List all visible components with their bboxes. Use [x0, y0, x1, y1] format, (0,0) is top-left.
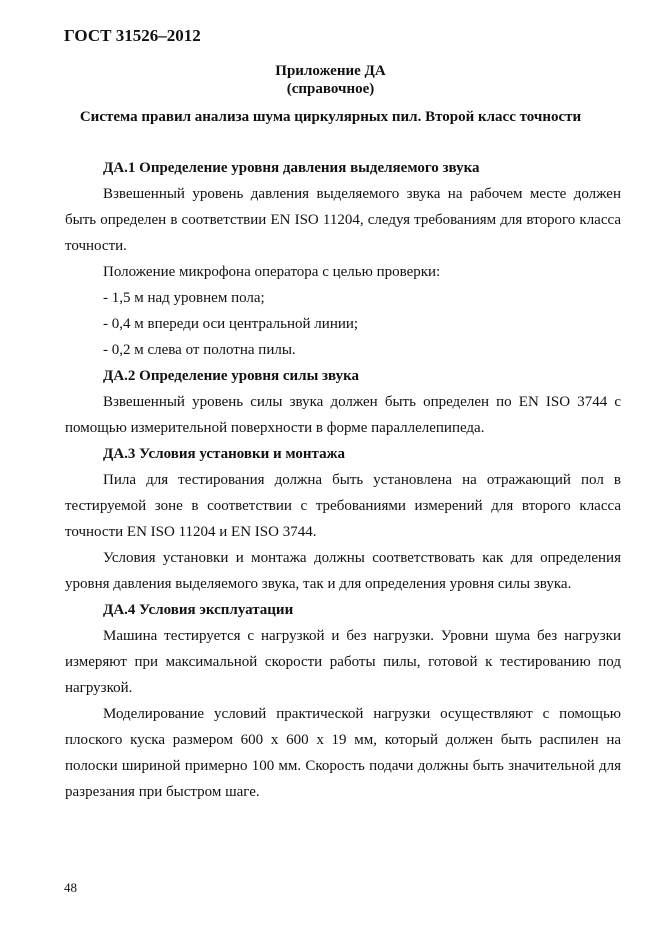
page-number: 48: [64, 880, 77, 895]
section-heading: ДА.1 Определение уровня давления выделяемого звука: [103, 160, 480, 176]
list-item: - 1,5 м над уровнем пола;: [103, 290, 265, 306]
section-heading: ДА.2 Определение уровня силы звука: [103, 368, 360, 384]
standard-code: ГОСТ 31526–2012: [64, 26, 201, 45]
paragraph: Пила для тестирования должна быть установлена на отражающий пол в тестируемой зоне в соответствии с требованиями измерений для второго класса точности EN ISO 11204 и EN ISO 3744.: [65, 472, 621, 540]
list-item: Положение микрофона оператора с целью проверки:: [103, 264, 441, 280]
appendix-heading: [0, 62, 661, 98]
list-item: - 0,4 м впереди оси центральной линии;: [103, 316, 359, 332]
section-heading: ДА.3 Условия установки и монтажа: [103, 446, 345, 462]
section-heading: ДА.4 Условия эксплуатации: [103, 602, 294, 618]
paragraph: Взвешенный уровень давления выделяемого звука на рабочем месте должен быть определен в соответствии EN ISO 11204, следуя требованиям для второго класса точности.: [65, 186, 621, 254]
appendix-title: Система правил анализа шума циркулярных пил. Второй класс точности: [79, 109, 582, 125]
paragraph: Взвешенный уровень силы звука должен быть определен по EN ISO 3744 с помощью измерительной поверхности в форме параллелепипеда.: [65, 394, 621, 436]
paragraph: Условия установки и монтажа должны соответствовать как для определения уровня давления выделяемого звука, так и для определения уровня силы звука.: [65, 550, 621, 592]
appendix-type: (справочное): [286, 81, 375, 97]
list-item: - 0,2 м слева от полотна пилы.: [103, 342, 296, 358]
paragraph: Машина тестируется с нагрузкой и без нагрузки. Уровни шума без нагрузки измеряют при максимальной скорости работы пилы, готовой к тестированию под нагрузкой.: [65, 628, 621, 696]
appendix-label: Приложение ДА: [275, 63, 386, 79]
document-body: [65, 155, 621, 805]
paragraph: Моделирование условий практической нагрузки осуществляют с помощью плоского куска размером 600 х 600 х 19 мм, который должен быть распилен на полоски шириной примерно 100 мм. Скорость подачи должны быть значительной для разрезания при быстром шаге.: [65, 706, 621, 800]
